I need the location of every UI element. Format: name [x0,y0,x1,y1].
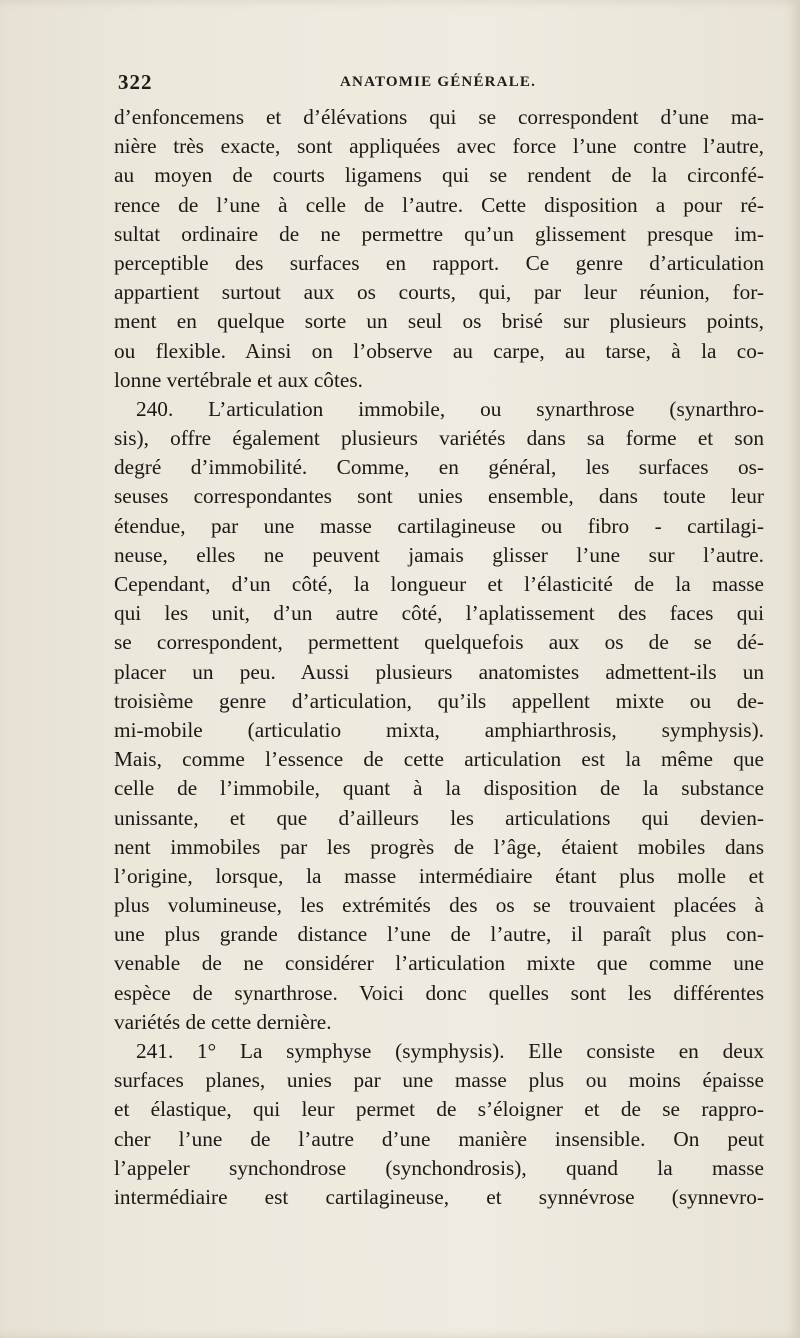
text-line: nent immobiles par les progrès de l’âge, étaient mobiles dans [114,834,764,859]
text-line: cher l’une de l’autre d’une manière insensible. On peut [114,1126,764,1151]
text-line: Mais, comme l’essence de cette articulation est la même que [114,747,764,772]
text-line: sultat ordinaire de ne permettre qu’un glissement presque im- [114,221,764,246]
text-line: surfaces planes, unies par une masse plus ou moins épaisse [114,1068,764,1093]
text-line: plus volumineuse, les extrémités des os se trouvaient placées à [114,893,764,918]
text-line: ment en quelque sorte un seul os brisé sur plusieurs points, [114,309,764,334]
text-line: Cependant, d’un côté, la longueur et l’élasticité de la masse [114,572,764,596]
text-line: neuse, elles ne peuvent jamais glisser l’une sur l’autre. [114,542,764,567]
text-line: troisième genre d’articulation, qu’ils appellent mixte ou de- [114,688,764,713]
text-line: degré d’immobilité. Comme, en général, les surfaces os- [114,455,764,480]
text-line: nière très exacte, sont appliquées avec force l’une contre l’autre, [114,134,764,159]
text-line: mi-mobile (articulatio mixta, amphiarthrosis, symphysis). [114,717,764,742]
text-line: et élastique, qui leur permet de s’éloigner et de se rappro- [114,1097,764,1122]
text-line: sis), offre également plusieurs variétés dans sa forme et son [114,426,764,451]
text-line: 240. L’articulation immobile, ou synarthrose (synarthro- [136,396,764,421]
text-line: perceptible des surfaces en rapport. Ce genre d’articulation [114,250,764,275]
text-line: celle de l’immobile, quant à la disposition de la substance [114,776,764,801]
text-line: l’origine, lorsque, la masse intermédiaire étant plus molle et [114,863,764,888]
text-line: intermédiaire est cartilagineuse, et synnévrose (synnevro- [114,1184,764,1209]
text-line: 241. 1° La symphyse (symphysis). Elle consiste en deux [136,1039,764,1063]
paragraph-240 [114,395,764,1037]
text-line: d’enfoncemens et d’élévations qui se correspondent d’une ma- [114,105,764,129]
running-title: ANATOMIE GÉNÉRALE. [340,74,537,90]
text-line: rence de l’une à celle de l’autre. Cette disposition a pour ré- [114,192,764,217]
body-text [114,103,764,1212]
text-line: qui les unit, d’un autre côté, l’aplatissement des faces qui [114,601,764,626]
paragraph-continuation [114,103,764,395]
running-head [118,70,758,100]
text-line: venable de ne considérer l’articulation mixte que comme une [114,951,764,976]
text-line: lonne vertébrale et aux côtes. [114,367,363,392]
text-line: seuses correspondantes sont unies ensemble, dans toute leur [114,484,764,509]
paragraph-241 [114,1037,764,1212]
text-line: se correspondent, permettent quelquefois aux os de se dé- [114,630,764,655]
text-line: ou flexible. Ainsi on l’observe au carpe, au tarse, à la co- [114,338,764,363]
text-line: appartient surtout aux os courts, qui, par leur réunion, for- [114,280,764,305]
text-line: une plus grande distance l’une de l’autre, il paraît plus con- [114,922,764,947]
text-line: espèce de synarthrose. Voici donc quelles sont les différentes [114,980,764,1005]
text-line: unissante, et que d’ailleurs les articulations qui devien- [114,805,764,830]
page-number: 322 [118,70,153,94]
text-line: variétés de cette dernière. [114,1009,332,1034]
text-line: placer un peu. Aussi plusieurs anatomistes admettent-ils un [114,659,764,684]
text-line: étendue, par une masse cartilagineuse ou fibro - cartilagi- [114,513,764,538]
text-line: au moyen de courts ligamens qui se rendent de la circonfé- [114,163,764,188]
text-line: l’appeler synchondrose (synchondrosis), quand la masse [114,1155,764,1180]
